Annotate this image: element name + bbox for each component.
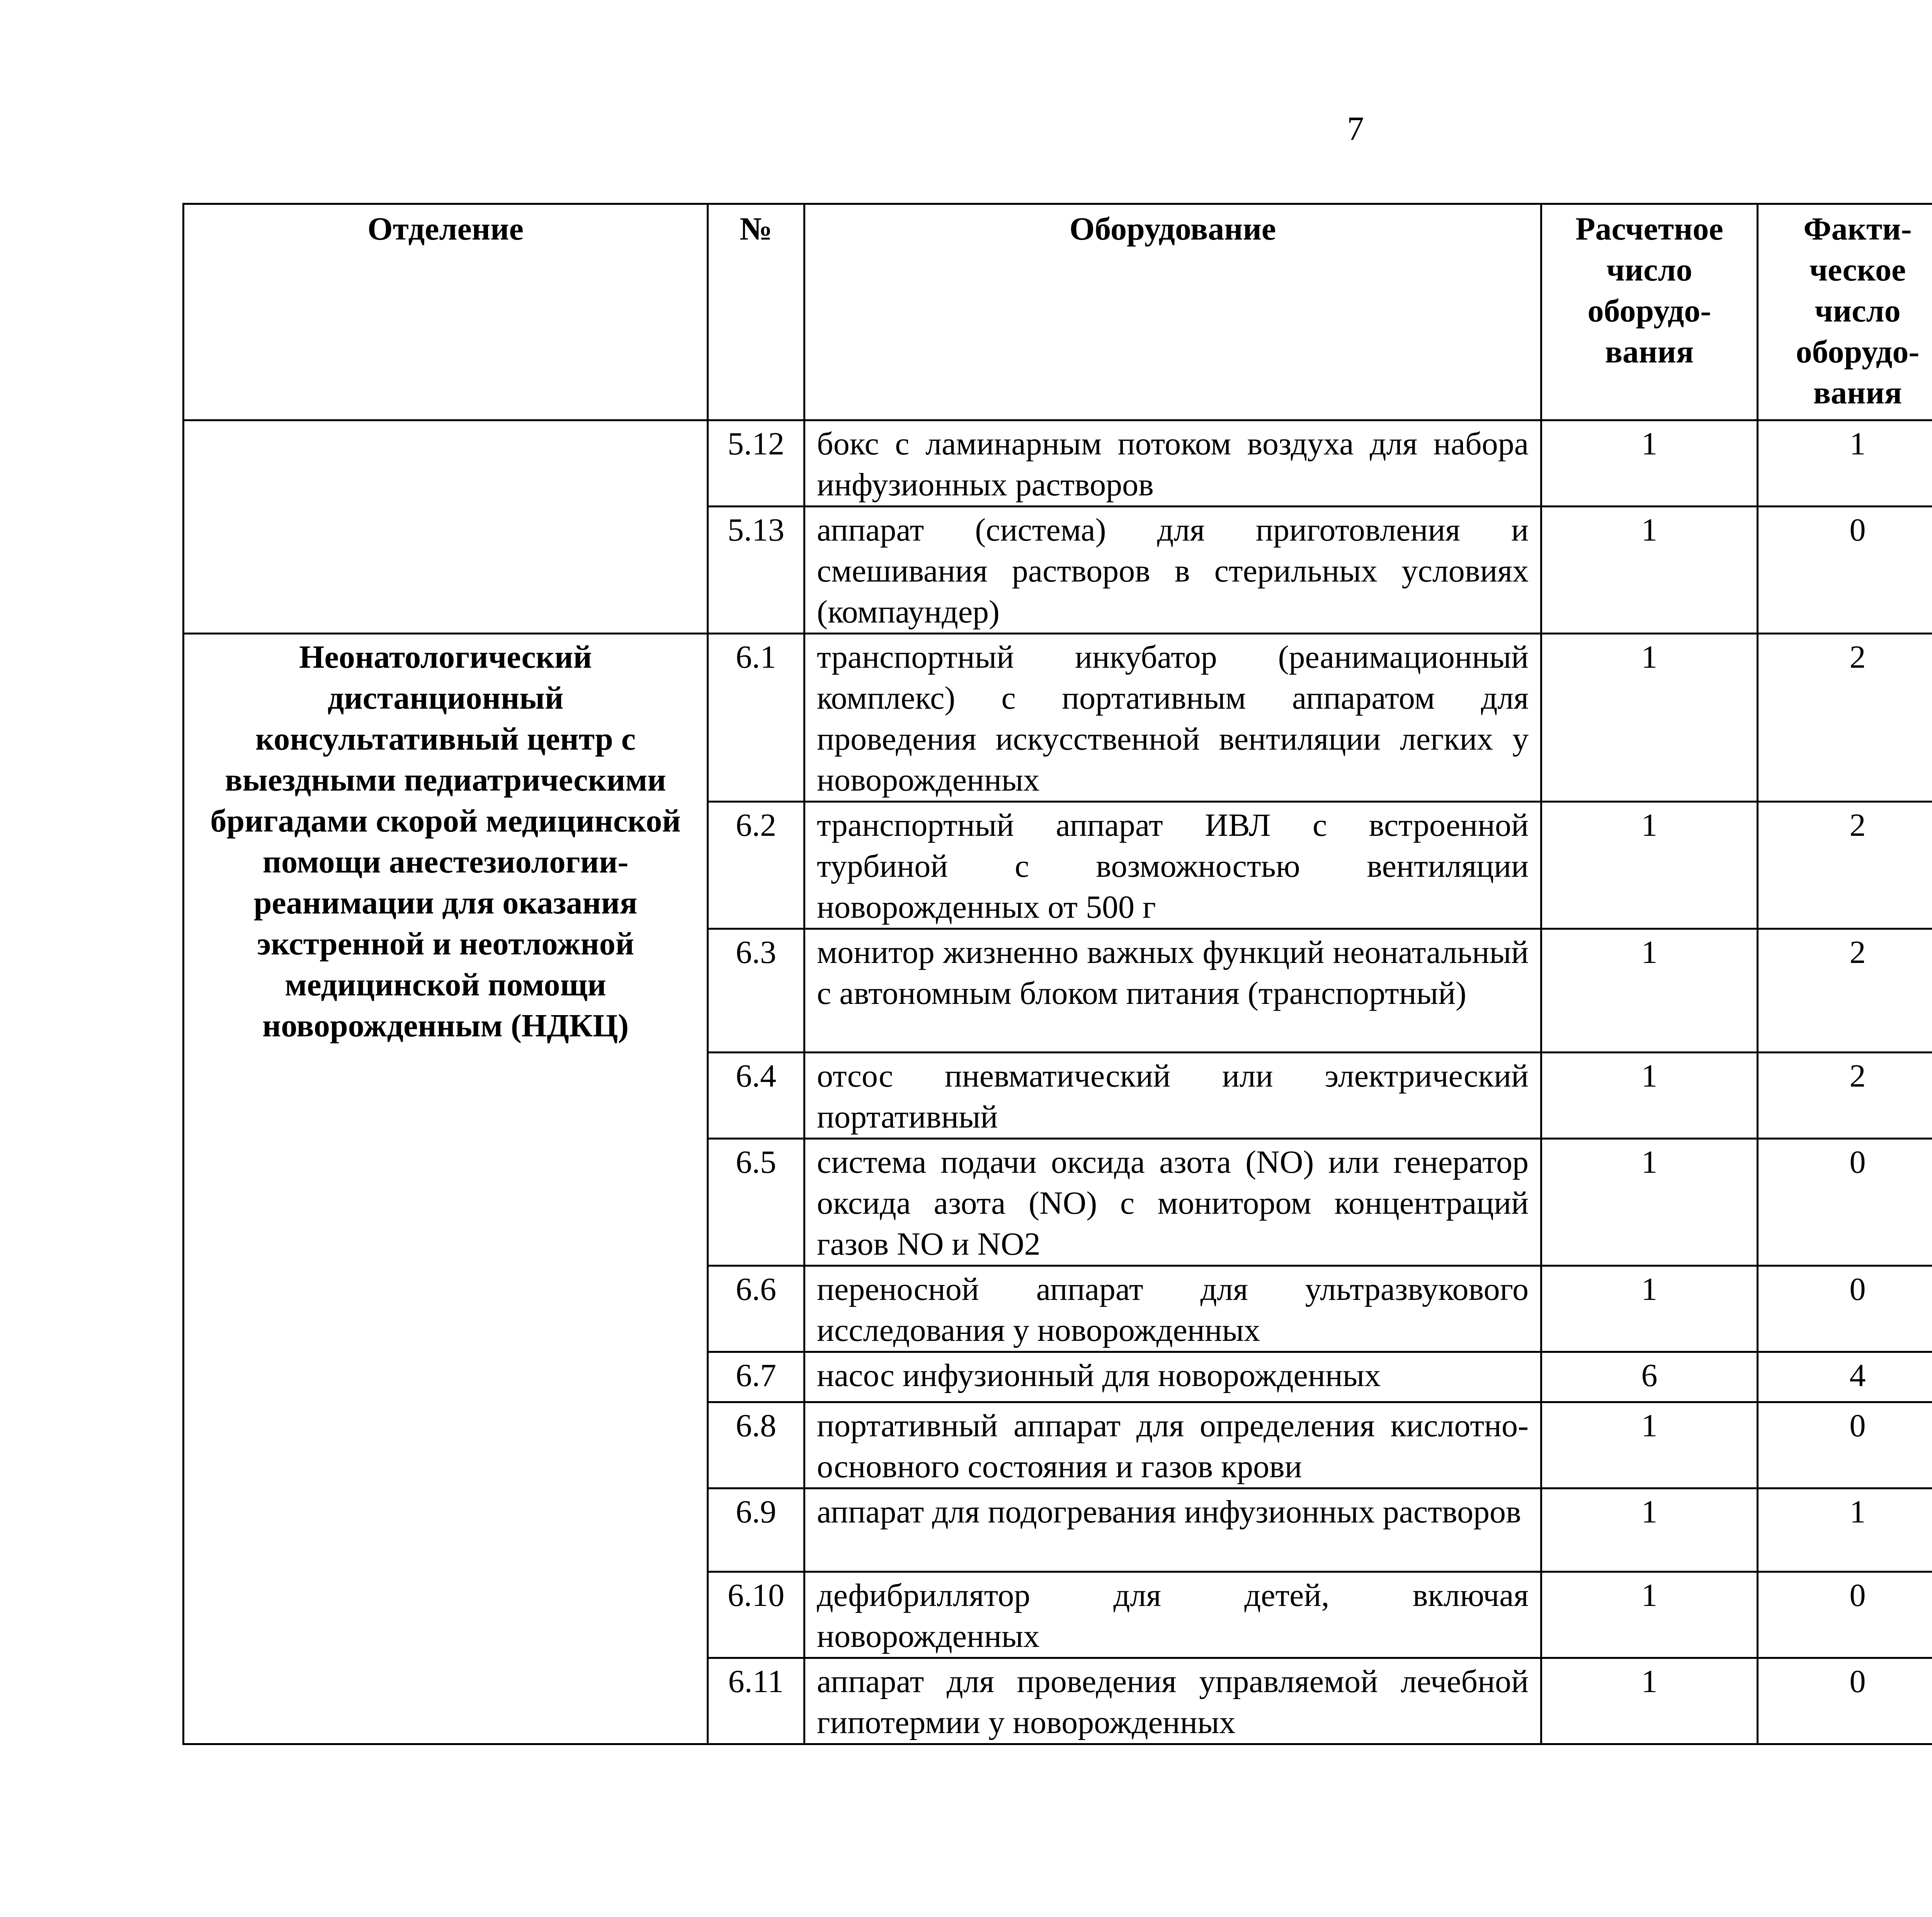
actual-value: 2 xyxy=(1758,929,1932,1053)
department-cell-continued xyxy=(184,420,708,634)
header-department: Отделение xyxy=(184,204,708,420)
header-number: № xyxy=(708,204,804,420)
table-row xyxy=(184,634,1932,802)
calculated-value: 1 xyxy=(1541,1402,1758,1488)
equipment-name: система подачи оксида азота (NO) или генератор оксида азота (NO) с монитором концентраций газов NO и NO2 xyxy=(804,1139,1541,1266)
row-number: 6.8 xyxy=(708,1402,804,1488)
actual-value: 2 xyxy=(1758,802,1932,929)
row-number: 6.4 xyxy=(708,1053,804,1139)
table-body xyxy=(184,420,1932,1744)
row-number: 6.9 xyxy=(708,1488,804,1572)
row-number: 5.12 xyxy=(708,420,804,507)
calculated-value: 1 xyxy=(1541,929,1758,1053)
header-equipment: Оборудование xyxy=(804,204,1541,420)
actual-value: 0 xyxy=(1758,1658,1932,1744)
actual-value: 0 xyxy=(1758,1402,1932,1488)
header-calculated: Расчетное число оборудо-вания xyxy=(1541,204,1758,420)
equipment-name: аппарат для проведения управляемой лечебной гипотермии у новорожденных xyxy=(804,1658,1541,1744)
actual-value: 2 xyxy=(1758,634,1932,802)
equipment-name: аппарат для подогревания инфузионных растворов xyxy=(804,1488,1541,1572)
calculated-value: 1 xyxy=(1541,1139,1758,1266)
page-number: 7 xyxy=(1347,110,1364,148)
actual-value: 4 xyxy=(1758,1352,1932,1402)
equipment-table xyxy=(182,203,1932,1745)
row-number: 6.11 xyxy=(708,1658,804,1744)
actual-value: 0 xyxy=(1758,1572,1932,1658)
header-actual: Факти-ческое число оборудо-вания xyxy=(1758,204,1932,420)
row-number: 6.7 xyxy=(708,1352,804,1402)
row-number: 6.6 xyxy=(708,1266,804,1352)
actual-value: 2 xyxy=(1758,1053,1932,1139)
equipment-name: переносной аппарат для ультразвукового исследования у новорожденных xyxy=(804,1266,1541,1352)
actual-value: 1 xyxy=(1758,1488,1932,1572)
calculated-value: 6 xyxy=(1541,1352,1758,1402)
row-number: 6.3 xyxy=(708,929,804,1053)
department-ndkc: Неонатологический дистанционный консультативный центр с выездными педиатрическими бригадами скорой медицинской помощи анестезиологии-реанимации для оказания экстренной и неотложной медицинской помощи новорожденным (НДКЦ) xyxy=(184,634,708,1744)
calculated-value: 1 xyxy=(1541,802,1758,929)
equipment-name: монитор жизненно важных функций неонатальный с автономным блоком питания (транспортный) xyxy=(804,929,1541,1053)
equipment-name: транспортный инкубатор (реанимационный комплекс) с портативным аппаратом для проведения искусственной вентиляции легких у новорожденных xyxy=(804,634,1541,802)
calculated-value: 1 xyxy=(1541,1658,1758,1744)
equipment-name: бокс с ламинарным потоком воздуха для набора инфузионных растворов xyxy=(804,420,1541,507)
calculated-value: 1 xyxy=(1541,420,1758,507)
actual-value: 1 xyxy=(1758,420,1932,507)
table-row xyxy=(184,420,1932,507)
calculated-value: 1 xyxy=(1541,1053,1758,1139)
calculated-value: 1 xyxy=(1541,634,1758,802)
row-number: 6.1 xyxy=(708,634,804,802)
calculated-value: 1 xyxy=(1541,507,1758,634)
actual-value: 0 xyxy=(1758,1266,1932,1352)
calculated-value: 1 xyxy=(1541,1266,1758,1352)
equipment-name: насос инфузионный для новорожденных xyxy=(804,1352,1541,1402)
equipment-name: портативный аппарат для определения кислотно-основного состояния и газов крови xyxy=(804,1402,1541,1488)
equipment-name: аппарат (система) для приготовления и смешивания растворов в стерильных условиях (компаундер) xyxy=(804,507,1541,634)
actual-value: 0 xyxy=(1758,507,1932,634)
equipment-name: отсос пневматический или электрический портативный xyxy=(804,1053,1541,1139)
row-number: 6.5 xyxy=(708,1139,804,1266)
row-number: 5.13 xyxy=(708,507,804,634)
calculated-value: 1 xyxy=(1541,1572,1758,1658)
row-number: 6.10 xyxy=(708,1572,804,1658)
row-number: 6.2 xyxy=(708,802,804,929)
calculated-value: 1 xyxy=(1541,1488,1758,1572)
actual-value: 0 xyxy=(1758,1139,1932,1266)
equipment-name: дефибриллятор для детей, включая новорожденных xyxy=(804,1572,1541,1658)
equipment-name: транспортный аппарат ИВЛ с встроенной турбиной с возможностью вентиляции новорожденных от 500 г xyxy=(804,802,1541,929)
